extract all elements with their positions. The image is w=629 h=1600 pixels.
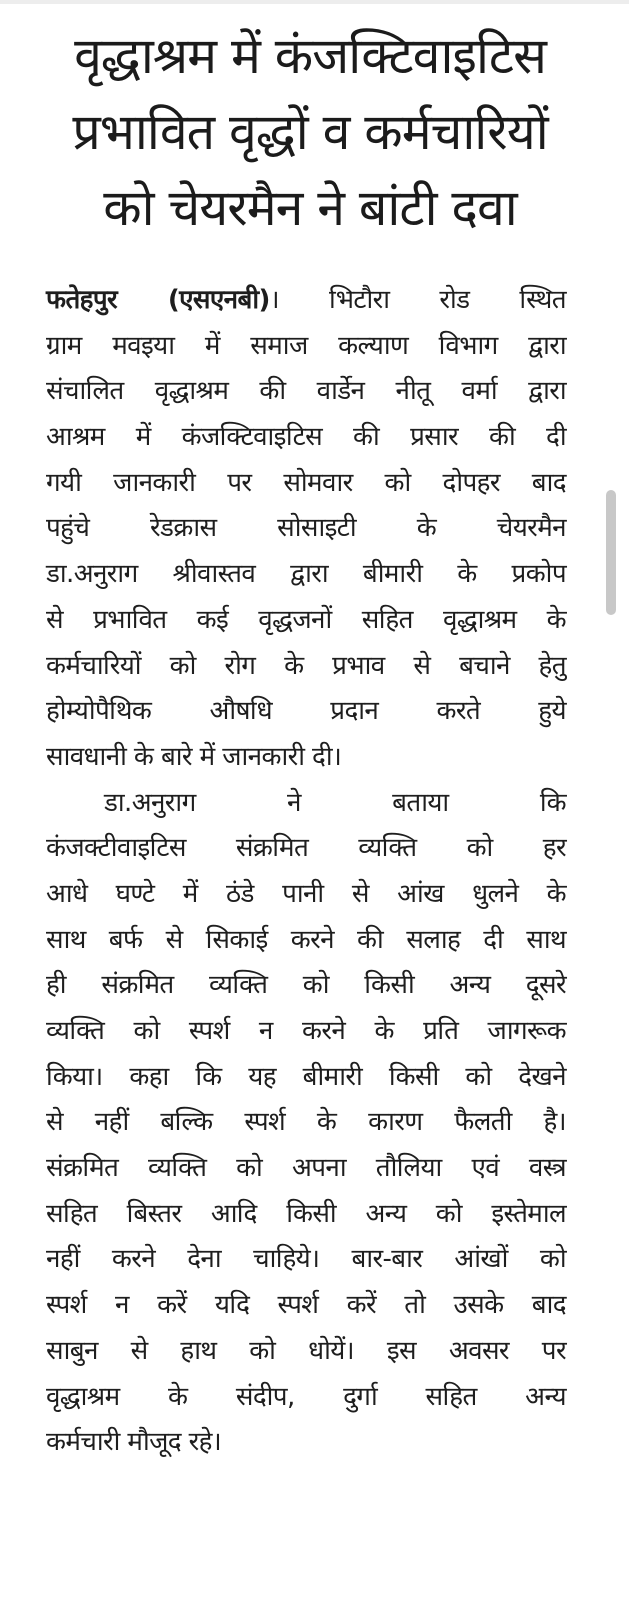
dateline: फतेहपुर (एसएनबी) [46, 285, 270, 315]
article-line [46, 278, 566, 324]
article-line: आश्रम में कंजक्टिवाइटिस की प्रसार की दी [46, 422, 566, 453]
article-body [46, 278, 566, 1466]
article-line: नहीं करने देना चाहिये। बार-बार आंखों को [46, 1244, 566, 1275]
article-line: डा.अनुराग श्रीवास्तव द्वारा बीमारी के प्रकोप [46, 559, 566, 590]
article-line: संक्रमित व्यक्ति को अपना तौलिया एवं वस्त्र [46, 1153, 566, 1184]
article-line: किया। कहा कि यह बीमारी किसी को देखने [46, 1061, 566, 1092]
article-line: संचालित वृद्धाश्रम की वार्डेन नीतू वर्मा द्वारा [46, 376, 566, 407]
paragraph-1 [46, 278, 566, 781]
article-line: व्यक्ति को स्पर्श न करने के प्रति जागरूक [46, 1016, 566, 1046]
scrollbar-thumb[interactable] [606, 490, 616, 615]
article-line: कंजक्टीवाइटिस संक्रमित व्यक्ति को हर [46, 833, 566, 864]
headline [30, 18, 590, 246]
article-line: सहित बिस्तर आदि किसी अन्य को इस्तेमाल [46, 1198, 566, 1229]
article-line: स्पर्श न करें यदि स्पर्श करें तो उसके बाद [46, 1290, 566, 1321]
article-line: कर्मचारियों को रोग के प्रभाव से बचाने हेतु [46, 650, 566, 681]
article-line: से प्रभावित कई वृद्धजनों सहित वृद्धाश्रम के [46, 604, 566, 635]
article-line: होम्योपैथिक औषधि प्रदान करते हुये [46, 696, 566, 727]
article-line: से नहीं बल्कि स्पर्श के कारण फैलती है। [46, 1107, 566, 1138]
article-line: साबुन से हाथ को धोयें। इस अवसर पर [46, 1335, 566, 1366]
dateline-rest: । भिटौरा रोड स्थित [269, 285, 566, 315]
article-line: कर्मचारी मौजूद रहे। [46, 1427, 222, 1458]
article-line: गयी जानकारी पर सोमवार को दोपहर बाद [46, 467, 566, 498]
article-line: ही संक्रमित व्यक्ति को किसी अन्य दूसरे [46, 970, 566, 1001]
paragraph-2 [46, 781, 566, 1466]
article-line: ग्राम मवइया में समाज कल्याण विभाग द्वारा [46, 330, 566, 361]
article-line: पहुंचे रेडक्रास सोसाइटी के चेयरमैन [46, 513, 566, 544]
headline-line-2: प्रभावित वृद्धों व कर्मचारियों [72, 103, 548, 161]
article-line: वृद्धाश्रम के संदीप, दुर्गा सहित अन्य [46, 1381, 566, 1412]
top-edge-divider [0, 0, 629, 4]
article-line: आधे घण्टे में ठंडे पानी से आंख धुलने के [46, 878, 566, 909]
article-line: डा.अनुराग ने बताया कि [104, 787, 566, 818]
headline-line-1: वृद्धाश्रम में कंजक्टिवाइटिस [74, 27, 546, 85]
article-line: साथ बर्फ से सिकाई करने की सलाह दी साथ [46, 924, 566, 955]
article-line: सावधानी के बारे में जानकारी दी। [46, 741, 342, 772]
headline-line-3: को चेयरमैन ने बांटी दवा [103, 179, 517, 237]
